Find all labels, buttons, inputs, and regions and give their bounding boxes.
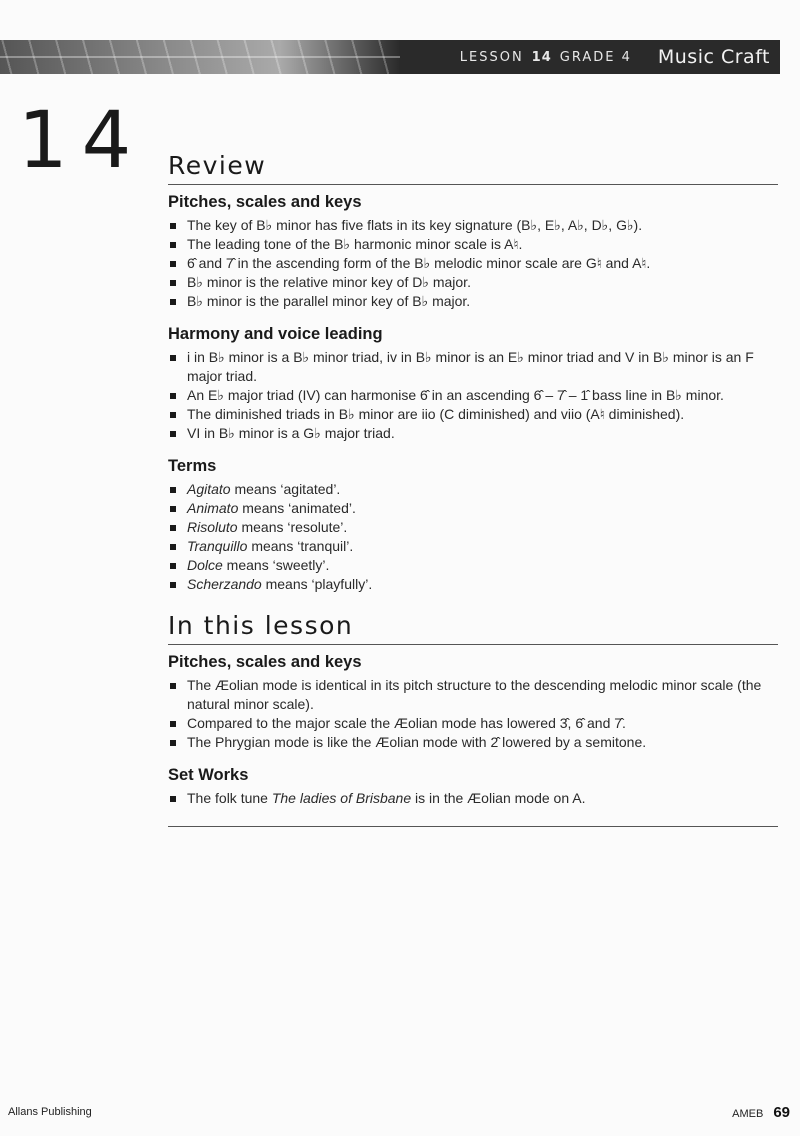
review-section bbox=[168, 150, 778, 594]
term-word: Dolce bbox=[187, 557, 223, 573]
review-pitches-heading: Pitches, scales and keys bbox=[168, 193, 362, 211]
page-number: 69 bbox=[773, 1104, 790, 1121]
term-meaning: means ‘resolute’. bbox=[237, 519, 348, 535]
term-meaning: means ‘sweetly’. bbox=[222, 557, 330, 573]
term-meaning: means ‘playfully’. bbox=[261, 576, 373, 592]
list-item: Compared to the major scale the Æolian mode has lowered 3̂, 6̂ and 7̂. bbox=[168, 714, 778, 733]
list-item: The diminished triads in B♭ minor are iio (C diminished) and viio (A♮ diminished). bbox=[168, 405, 778, 424]
list-item: The Phrygian mode is like the Æolian mode with 2̂ lowered by a semitone. bbox=[168, 733, 778, 752]
review-terms-list bbox=[168, 480, 778, 594]
list-item: B♭ minor is the relative minor key of D♭ major. bbox=[168, 273, 778, 292]
review-harmony-list bbox=[168, 348, 778, 443]
term-item bbox=[168, 575, 778, 594]
term-item bbox=[168, 480, 778, 499]
term-word: Agitato bbox=[187, 481, 231, 497]
lesson-pitches-list bbox=[168, 676, 778, 752]
term-word: Risoluto bbox=[187, 519, 238, 535]
lesson-number: 14 bbox=[18, 96, 146, 186]
section-end-rule bbox=[168, 826, 778, 827]
term-item bbox=[168, 518, 778, 537]
main-content bbox=[168, 150, 778, 827]
header-decorative-art bbox=[0, 40, 400, 74]
review-terms-heading: Terms bbox=[168, 457, 217, 475]
header-lesson-label: LESSON bbox=[459, 49, 524, 65]
lesson-pitches-heading: Pitches, scales and keys bbox=[168, 653, 362, 671]
term-word: Scherzando bbox=[187, 576, 262, 592]
review-pitches-list bbox=[168, 216, 778, 311]
list-item: An E♭ major triad (IV) can harmonise 6̂ in an ascending 6̂ – 7̂ – 1̂ bass line in B♭ minor. bbox=[168, 386, 778, 405]
term-item bbox=[168, 537, 778, 556]
list-item bbox=[168, 789, 778, 808]
term-meaning: means ‘tranquil’. bbox=[247, 538, 354, 554]
list-item: VI in B♭ minor is a G♭ major triad. bbox=[168, 424, 778, 443]
term-meaning: means ‘animated’. bbox=[238, 500, 356, 516]
term-word: Animato bbox=[187, 500, 239, 516]
header-brand: Music Craft bbox=[657, 46, 770, 68]
review-harmony-heading: Harmony and voice leading bbox=[168, 325, 383, 343]
list-item: The key of B♭ minor has five flats in its key signature (B♭, E♭, A♭, D♭, G♭). bbox=[168, 216, 778, 235]
header-lesson-number: 14 bbox=[531, 49, 552, 65]
header-band bbox=[0, 40, 780, 74]
set-works-heading: Set Works bbox=[168, 766, 249, 784]
term-item bbox=[168, 556, 778, 575]
set-works-list bbox=[168, 789, 778, 808]
list-item: The leading tone of the B♭ harmonic minor scale is A♮. bbox=[168, 235, 778, 254]
header-grade-label: GRADE 4 bbox=[559, 49, 632, 65]
term-word: Tranquillo bbox=[187, 538, 248, 554]
footer-right bbox=[732, 1104, 790, 1121]
list-item: 6̂ and 7̂ in the ascending form of the B♭ melodic minor scale are G♮ and A♮. bbox=[168, 254, 778, 273]
lesson-title: In this lesson bbox=[168, 610, 778, 645]
footer-publisher: Allans Publishing bbox=[8, 1106, 92, 1118]
list-item: The Æolian mode is identical in its pitch structure to the descending melodic minor scale (the natural minor scale). bbox=[168, 676, 778, 714]
set-work-title: The ladies of Brisbane bbox=[271, 790, 412, 806]
header-text bbox=[460, 40, 770, 74]
term-item bbox=[168, 499, 778, 518]
list-item: B♭ minor is the parallel minor key of B♭ major. bbox=[168, 292, 778, 311]
list-item: i in B♭ minor is a B♭ minor triad, iv in B♭ minor is an E♭ minor triad and V in B♭ minor is an F major triad. bbox=[168, 348, 778, 386]
set-works-text-before: The folk tune bbox=[187, 790, 272, 806]
set-works-text-after: is in the Æolian mode on A. bbox=[411, 790, 586, 806]
footer-org: AMEB bbox=[732, 1108, 764, 1120]
review-title: Review bbox=[168, 150, 778, 185]
term-meaning: means ‘agitated’. bbox=[230, 481, 341, 497]
lesson-section bbox=[168, 610, 778, 827]
